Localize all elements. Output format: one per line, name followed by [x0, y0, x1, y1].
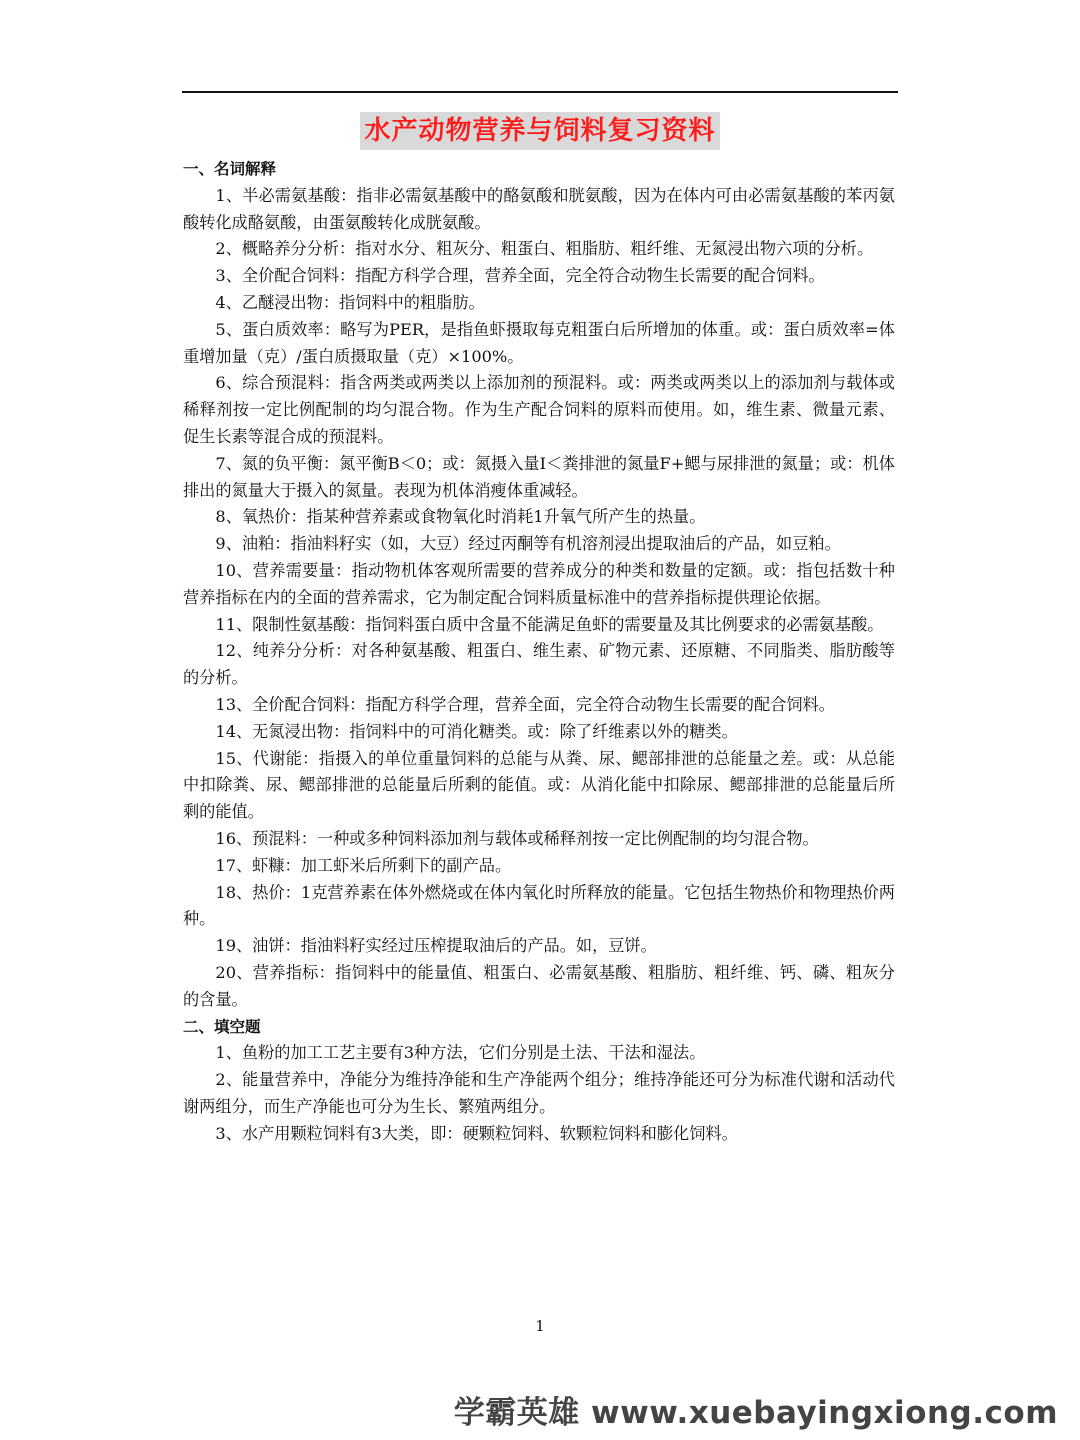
term-entry: 11、限制性氨基酸：指饲料蛋白质中含量不能满足鱼虾的需要量及其比例要求的必需氨基酸。	[215, 614, 884, 634]
term-entry: 10、营养需要量：指动物机体客观所需要的营养成分的种类和数量的定额。或：指包括数十种营养指标在内的全面的营养需求，它为制定配合饲料质量标准中的营养指标提供理论依据。	[183, 560, 895, 607]
term-entry: 6、综合预混料：指含两类或两类以上添加剂的预混料。或：两类或两类以上的添加剂与载体或稀释剂按一定比例配制的均匀混合物。作为生产配合饲料的原料而使用。如，维生素、微量元素、促生长素等混合成的预混料。	[183, 373, 895, 446]
header-rule	[182, 91, 898, 93]
term-entry: 20、营养指标：指饲料中的能量值、粗蛋白、必需氨基酸、粗脂肪、粗纤维、钙、磷、粗灰分的含量。	[183, 962, 895, 1009]
term-entry: 8、氧热价：指某种营养素或食物氧化时消耗1升氧气所产生的热量。	[215, 507, 706, 527]
document-body	[183, 156, 895, 1147]
term-entry: 18、热价：1克营养素在体外燃烧或在体内氧化时所释放的能量。它包括生物热价和物理热价两种。	[183, 882, 895, 929]
term-entry: 16、预混料：一种或多种饲料添加剂与载体或稀释剂按一定比例配制的均匀混合物。	[215, 828, 819, 848]
term-entry: 7、氮的负平衡：氮平衡B＜0；或：氮摄入量I＜粪排泄的氮量F+鳃与尿排泄的氮量；或：机体排出的氮量大于摄入的氮量。表现为机体消瘦体重减轻。	[183, 453, 895, 500]
site-watermark: 学霸英雄 www.xuebayingxiong.com	[453, 1395, 1058, 1431]
document-title-wrap	[0, 112, 1080, 150]
term-entry: 12、纯养分分析：对各种氨基酸、粗蛋白、维生素、矿物元素、还原糖、不同脂类、脂肪酸等的分析。	[183, 641, 895, 688]
term-entry: 19、油饼：指油料籽实经过压榨提取油后的产品。如，豆饼。	[215, 936, 657, 956]
section-heading: 一、名词解释	[183, 160, 277, 178]
page-number: 1	[535, 1317, 545, 1335]
fill-blank-entry: 2、能量营养中，净能分为维持净能和生产净能两个组分；维持净能还可分为标准代谢和活动代谢两组分，而生产净能也可分为生长、繁殖两组分。	[183, 1070, 895, 1116]
term-entry: 4、乙醚浸出物：指饲料中的粗脂肪。	[215, 292, 485, 312]
term-entry: 17、虾糠：加工虾米后所剩下的副产品。	[215, 855, 512, 875]
term-entry: 3、全价配合饲料：指配方科学合理，营养全面，完全符合动物生长需要的配合饲料。	[215, 266, 825, 286]
term-entry: 13、全价配合饲料：指配方科学合理，营养全面，完全符合动物生长需要的配合饲料。	[215, 694, 835, 714]
term-entry: 2、概略养分分析：指对水分、粗灰分、粗蛋白、粗脂肪、粗纤维、无氮浸出物六项的分析。	[215, 239, 874, 259]
term-entry: 5、蛋白质效率：略写为PER，是指鱼虾摄取每克粗蛋白后所增加的体重。或：蛋白质效率=体重增加量（克）/蛋白质摄取量（克）×100%。	[183, 319, 895, 366]
term-entry: 1、半必需氨基酸：指非必需氨基酸中的酪氨酸和胱氨酸，因为在体内可由必需氨基酸的苯丙氨酸转化成酪氨酸，由蛋氨酸转化成胱氨酸。	[183, 185, 895, 232]
section-heading: 二、填空题	[183, 1017, 261, 1036]
fill-blank-entry: 3、水产用颗粒饲料有3大类，即：硬颗粒饲料、软颗粒饲料和膨化饲料。	[215, 1123, 738, 1143]
term-entry: 9、油粕：指油料籽实（如，大豆）经过丙酮等有机溶剂浸出提取油后的产品，如豆粕。	[215, 534, 841, 554]
document-title: 水产动物营养与饲料复习资料	[360, 112, 719, 150]
term-entry: 15、代谢能：指摄入的单位重量饲料的总能与从粪、尿、鳃部排泄的总能量之差。或：从总能中扣除粪、尿、鳃部排泄的总能量后所剩的能值。或：从消化能中扣除尿、鳃部排泄的总能量后所剩的能值。	[183, 748, 895, 822]
fill-blank-entry: 1、鱼粉的加工工艺主要有3种方法，它们分别是土法、干法和湿法。	[215, 1043, 706, 1063]
term-entry: 14、无氮浸出物：指饲料中的可消化糖类。或：除了纤维素以外的糖类。	[215, 721, 738, 741]
